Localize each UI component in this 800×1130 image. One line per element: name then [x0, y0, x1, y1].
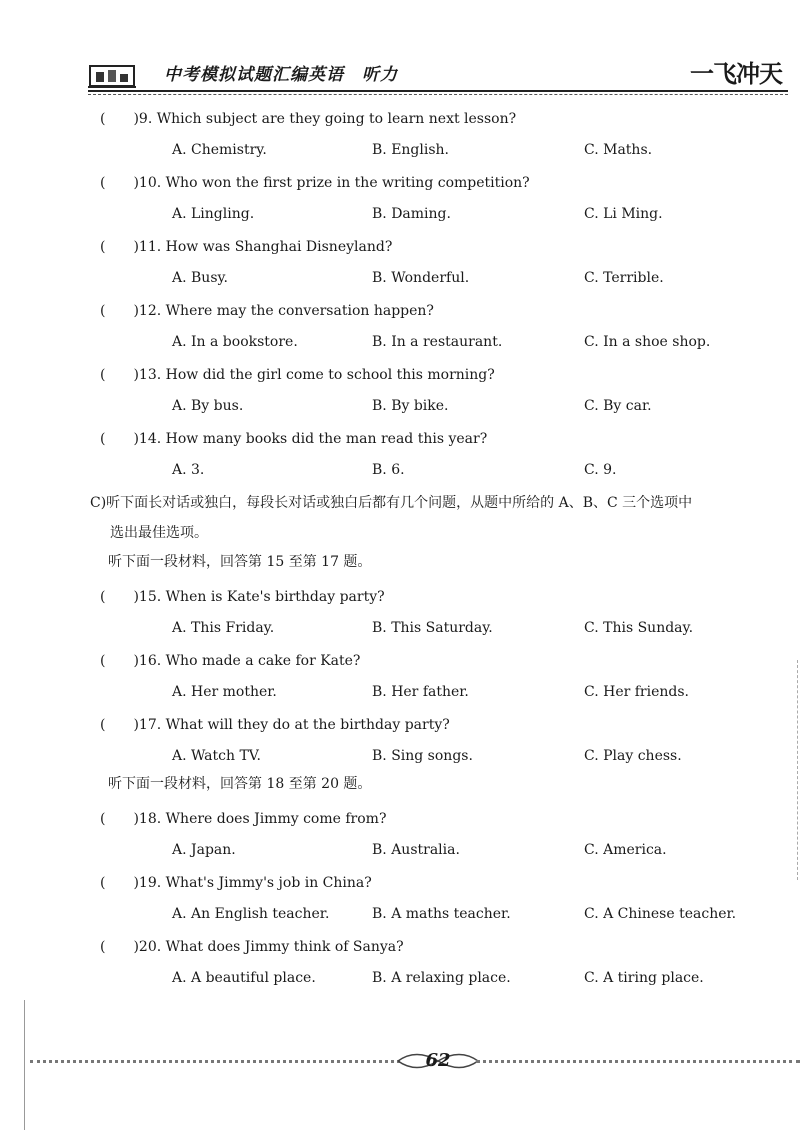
question-17 [100, 706, 790, 770]
header-divider-dashed [88, 94, 788, 95]
question-text: How many books did the man read this year? [165, 431, 488, 447]
option-a: A. A beautiful place. [172, 970, 316, 986]
footer-dotted-line-right [476, 1060, 800, 1063]
section-c-line2: 选出最佳选项。 [110, 525, 208, 541]
option-a: A. An English teacher. [172, 906, 330, 922]
option-a: A. 3. [172, 462, 205, 478]
question-text: When is Kate's birthday party? [165, 589, 385, 605]
option-a: A. Watch TV. [172, 748, 261, 764]
option-c: C. Terrible. [584, 270, 664, 286]
question-text: Who made a cake for Kate? [165, 653, 361, 669]
question-11 [100, 228, 790, 292]
option-c: C. A Chinese teacher. [584, 906, 737, 922]
question-10 [100, 164, 790, 228]
question-number: ( )18. [100, 811, 162, 827]
option-a: A. Lingling. [172, 206, 255, 222]
option-b: B. By bike. [372, 398, 449, 414]
question-text: Where may the conversation happen? [165, 303, 434, 319]
option-b: B. A relaxing place. [372, 970, 511, 986]
option-a: A. Japan. [172, 842, 236, 858]
question-number: ( )20. [100, 939, 162, 955]
question-19 [100, 864, 790, 928]
question-text: Where does Jimmy come from? [165, 811, 387, 827]
option-b: B. Her father. [372, 684, 469, 700]
right-edge-marks [797, 660, 798, 880]
question-text: Which subject are they going to learn next lesson? [156, 111, 517, 127]
question-14 [100, 420, 790, 484]
option-b: B. 6. [372, 462, 405, 478]
option-c: C. Her friends. [584, 684, 689, 700]
question-number: ( )19. [100, 875, 162, 891]
option-b: B. Daming. [372, 206, 451, 222]
option-a: A. Her mother. [172, 684, 277, 700]
section-c-instructions [90, 488, 790, 548]
option-b: B. In a restaurant. [372, 334, 503, 350]
logo-icon [88, 60, 136, 88]
question-number: ( )16. [100, 653, 162, 669]
option-a: A. Busy. [172, 270, 228, 286]
question-16 [100, 642, 790, 706]
option-c: C. This Sunday. [584, 620, 694, 636]
option-a: A. This Friday. [172, 620, 275, 636]
question-text: Who won the first prize in the writing competition? [165, 175, 530, 191]
option-b: B. Sing songs. [372, 748, 473, 764]
question-18 [100, 800, 790, 864]
option-c: C. Play chess. [584, 748, 682, 764]
question-text: How did the girl come to school this morning? [165, 367, 495, 383]
option-c: C. In a shoe shop. [584, 334, 711, 350]
question-text: What does Jimmy think of Sanya? [165, 939, 404, 955]
option-a: A. By bus. [172, 398, 244, 414]
option-c: C. Li Ming. [584, 206, 663, 222]
question-12 [100, 292, 790, 356]
binding-margin-line [24, 1000, 25, 1130]
question-number: ( )17. [100, 717, 162, 733]
footer-dotted-line-left [30, 1060, 400, 1063]
option-b: B. A maths teacher. [372, 906, 511, 922]
question-15 [100, 578, 790, 642]
page-header [88, 52, 788, 92]
option-b: B. Wonderful. [372, 270, 470, 286]
subhead-15-17: 听下面一段材料，回答第 15 至第 17 题。 [108, 554, 372, 570]
page-footer [30, 1046, 800, 1076]
option-b: B. This Saturday. [372, 620, 493, 636]
question-content [90, 100, 790, 992]
option-c: C. Maths. [584, 142, 653, 158]
option-b: B. English. [372, 142, 449, 158]
question-number: ( )15. [100, 589, 162, 605]
subhead-18-20: 听下面一段材料，回答第 18 至第 20 题。 [108, 776, 372, 792]
question-number: ( )10. [100, 175, 162, 191]
question-number: ( )14. [100, 431, 162, 447]
option-a: A. Chemistry. [172, 142, 267, 158]
question-9 [100, 100, 790, 164]
question-20 [100, 928, 790, 992]
question-number: ( )9. [100, 111, 153, 127]
option-c: C. A tiring place. [584, 970, 704, 986]
question-number: ( )11. [100, 239, 162, 255]
brand-logo-text: 一飞冲天 [690, 60, 782, 88]
question-13 [100, 356, 790, 420]
option-c: C. America. [584, 842, 667, 858]
option-c: C. By car. [584, 398, 652, 414]
question-text: What's Jimmy's job in China? [165, 875, 372, 891]
header-title: 中考模拟试题汇编英语 听力 [164, 65, 398, 85]
section-c-line1: C)听下面长对话或独白，每段长对话或独白后都有几个问题，从题中所给的 A、B、C 三个选项中 [90, 495, 693, 511]
option-c: C. 9. [584, 462, 617, 478]
question-number: ( )13. [100, 367, 162, 383]
header-divider [88, 90, 788, 92]
option-b: B. Australia. [372, 842, 460, 858]
question-number: ( )12. [100, 303, 162, 319]
question-text: How was Shanghai Disneyland? [165, 239, 393, 255]
option-a: A. In a bookstore. [172, 334, 298, 350]
question-text: What will they do at the birthday party? [165, 717, 450, 733]
page-number: 62 [425, 1050, 451, 1071]
